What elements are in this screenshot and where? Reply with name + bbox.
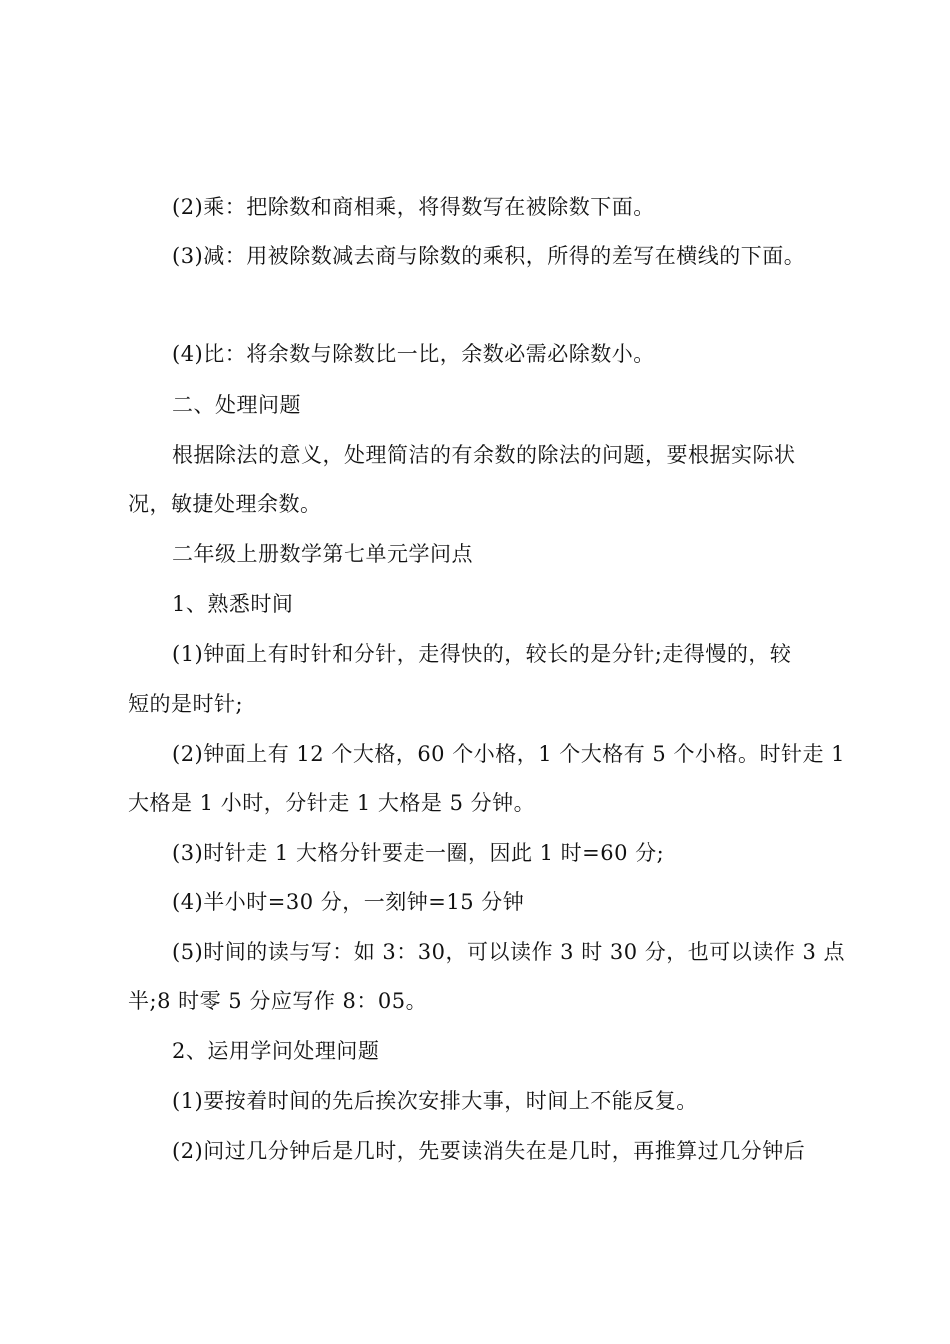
paragraph-line: 根据除法的意义，处理简洁的有余数的除法的问题，要根据实际状 bbox=[172, 443, 796, 467]
paragraph-line: (3)时针走 1 大格分针要走一圈，因此 1 时=60 分; bbox=[172, 841, 665, 865]
paragraph-line: 况，敏捷处理余数。 bbox=[128, 492, 322, 516]
paragraph-line: (1)要按着时间的先后挨次安排大事，时间上不能反复。 bbox=[172, 1089, 698, 1113]
paragraph-line: 短的是时针; bbox=[128, 692, 244, 716]
paragraph-line: (1)钟面上有时针和分针，走得快的，较长的是分针;走得慢的，较 bbox=[172, 642, 792, 666]
paragraph-line: 大格是 1 小时，分针走 1 大格是 5 分钟。 bbox=[128, 791, 536, 815]
section-heading-solve-problems: 二、处理问题 bbox=[172, 393, 301, 417]
unit-title: 二年级上册数学第七单元学问点 bbox=[172, 542, 473, 566]
paragraph-line: (2)钟面上有 12 个大格，60 个小格，1 个大格有 5 个小格。时针走 1 bbox=[172, 742, 845, 766]
section-heading-know-time: 1、熟悉时间 bbox=[172, 592, 294, 616]
text-line-multiply-step: (2)乘：把除数和商相乘，将得数写在被除数下面。 bbox=[172, 195, 655, 219]
paragraph-line: (5)时间的读与写：如 3：30，可以读作 3 时 30 分，也可以读作 3 点 bbox=[172, 940, 845, 964]
text-line-subtract-step: (3)减：用被除数减去商与除数的乘积，所得的差写在横线的下面。 bbox=[172, 244, 806, 268]
text-line-compare-step: (4)比：将余数与除数比一比，余数必需必除数小。 bbox=[172, 342, 655, 366]
section-heading-apply-knowledge: 2、运用学问处理问题 bbox=[172, 1039, 380, 1063]
paragraph-line: (2)问过几分钟后是几时，先要读消失在是几时，再推算过几分钟后 bbox=[172, 1139, 806, 1163]
paragraph-line: (4)半小时=30 分，一刻钟=15 分钟 bbox=[172, 890, 525, 914]
paragraph-line: 半;8 时零 5 分应写作 8：05。 bbox=[128, 989, 428, 1013]
